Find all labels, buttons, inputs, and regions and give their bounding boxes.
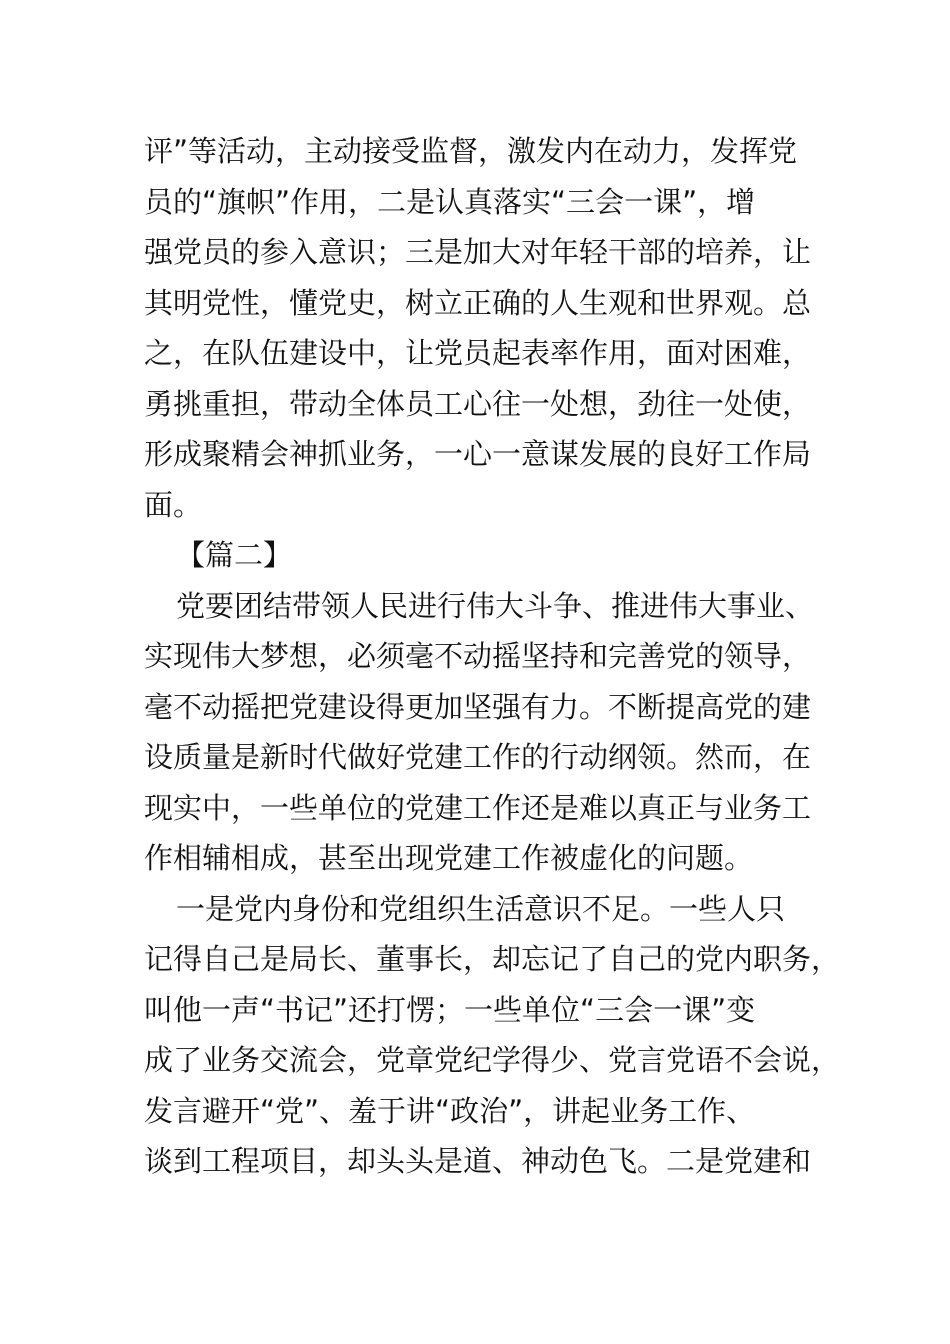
text-line: 面。 — [144, 487, 203, 522]
text-line: 其明党性，懂党史，树立正确的人生观和世界观。总 — [144, 285, 812, 320]
text-line: 叫他一声“书记”还打愣；一些单位“三会一课”变 — [144, 992, 756, 1027]
text-line: 党要团结带领人民进行伟大斗争、推进伟大事业、 — [176, 588, 815, 623]
text-line: 一是党内身份和党组织生活意识不足。一些人只 — [176, 891, 786, 926]
text-line: 记得自己是局长、董事长，却忘记了自己的党内职务， — [144, 942, 841, 976]
text-line: 毫不动摇把党建设得更加坚强有力。不断提高党的建 — [144, 689, 812, 724]
text-line: 谈到工程项目，却头头是道、神动色飞。二是党建和 — [144, 1144, 812, 1178]
document-body — [144, 126, 841, 1187]
text-line: 员的“旗帜”作用，二是认真落实“三会一课”，增 — [144, 184, 756, 219]
text-line: 之，在队伍建设中，让党员起表率作用，面对困难， — [144, 336, 812, 370]
text-line: 评”等活动，主动接受监督，激发内在动力，发挥党 — [144, 134, 798, 168]
text-line: 形成聚精会神抓业务，一心一意谋发展的良好工作局 — [144, 437, 812, 471]
section-heading: 【篇二】 — [176, 538, 293, 572]
text-line: 实现伟大梦想，必须毫不动摇坚持和完善党的领导， — [144, 639, 812, 673]
text-line: 发言避开“党”、羞于讲“政治”，讲起业务工作、 — [144, 1093, 756, 1128]
text-line: 现实中，一些单位的党建工作还是难以真正与业务工 — [144, 790, 812, 825]
text-line: 强党员的参入意识；三是加大对年轻干部的培养，让 — [144, 235, 812, 269]
text-line: 勇挑重担，带动全体员工心往一处想，劲往一处使， — [144, 386, 812, 421]
text-line: 作相辅相成，甚至出现党建工作被虚化的问题。 — [144, 841, 754, 875]
text-line: 设质量是新时代做好党建工作的行动纲领。然而，在 — [144, 740, 812, 774]
text-line: 成了业务交流会，党章党纪学得少、党言党语不会说， — [144, 1043, 841, 1077]
